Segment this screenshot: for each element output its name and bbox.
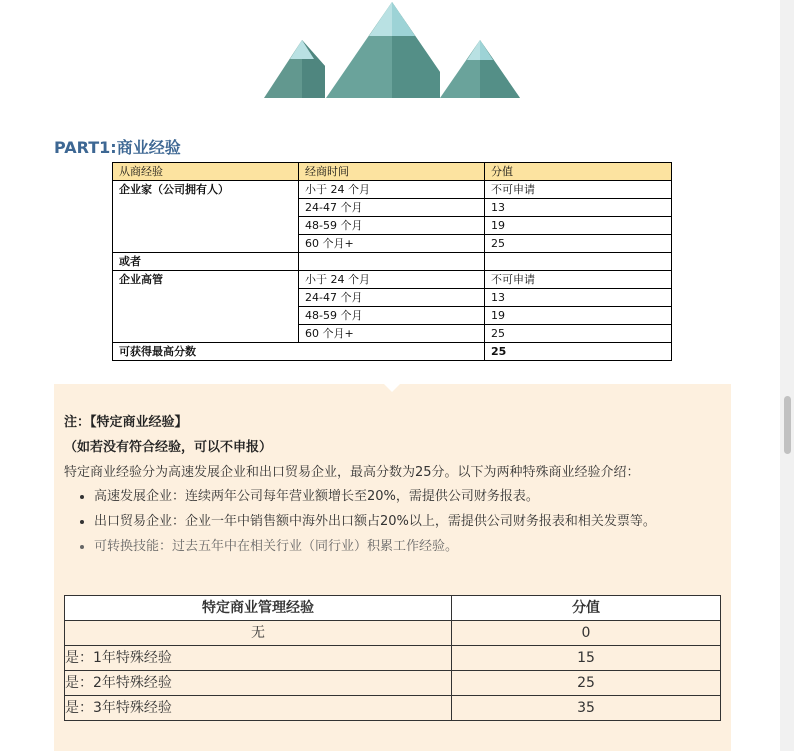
mgmt-score-cell: 25 bbox=[452, 671, 721, 696]
score-cell: 25 bbox=[485, 325, 672, 343]
score-cell: 不可申请 bbox=[485, 181, 672, 199]
time-cell: 60 个月+ bbox=[299, 235, 485, 253]
mgmt-experience-table bbox=[64, 595, 721, 721]
header-cell: 从商经验 bbox=[113, 163, 299, 181]
mgmt-label-cell: 是：3年特殊经验 bbox=[65, 696, 452, 721]
time-cell: 24-47 个月 bbox=[299, 199, 485, 217]
mgmt-label-cell: 无 bbox=[65, 621, 452, 646]
time-cell: 24-47 个月 bbox=[299, 289, 485, 307]
score-cell: 25 bbox=[485, 235, 672, 253]
note-bullet-list bbox=[78, 484, 734, 559]
table-row bbox=[113, 253, 672, 271]
mgmt-score-cell: 15 bbox=[452, 646, 721, 671]
header-cell: 经商时间 bbox=[299, 163, 485, 181]
header-cell: 分值 bbox=[485, 163, 672, 181]
note-subtitle: （如若没有符合经验，可以不申报） bbox=[64, 440, 273, 455]
time-cell: 小于 24 个月 bbox=[299, 271, 485, 289]
score-cell: 19 bbox=[485, 217, 672, 235]
table-row bbox=[65, 696, 721, 721]
note-title: 注：【特定商业经验】 bbox=[64, 415, 188, 430]
score-cell: 13 bbox=[485, 289, 672, 307]
max-score-label: 可获得最高分数 bbox=[113, 343, 485, 361]
list-item: • 高速发展企业：连续两年公司每年营业额增长至20%，需提供公司财务报表。 bbox=[94, 484, 734, 509]
note-intro: 特定商业经验分为高速发展企业和出口贸易企业，最高分数为25分。以下为两种特殊商业经验介绍： bbox=[64, 465, 640, 480]
note-box-notch bbox=[384, 384, 400, 392]
mgmt-score-cell: 35 bbox=[452, 696, 721, 721]
mgmt-label-cell: 是：1年特殊经验 bbox=[65, 646, 452, 671]
header-cell: 分值 bbox=[452, 596, 721, 621]
time-cell: 48-59 个月 bbox=[299, 217, 485, 235]
score-cell: 19 bbox=[485, 307, 672, 325]
or-label: 或者 bbox=[113, 253, 299, 271]
mountain-illustration bbox=[262, 0, 524, 100]
mgmt-score-cell: 0 bbox=[452, 621, 721, 646]
table-row bbox=[65, 646, 721, 671]
table-header-row bbox=[113, 163, 672, 181]
table-row bbox=[65, 621, 721, 646]
max-score-value: 25 bbox=[485, 343, 672, 361]
table-row bbox=[65, 671, 721, 696]
header-cell: 特定商业管理经验 bbox=[65, 596, 452, 621]
time-cell: 小于 24 个月 bbox=[299, 181, 485, 199]
table-header-row bbox=[65, 596, 721, 621]
score-cell: 不可申请 bbox=[485, 271, 672, 289]
experience-table bbox=[112, 162, 672, 361]
empty-cell bbox=[299, 253, 485, 271]
list-item: • 出口贸易企业：企业一年中销售额中海外出口额占20%以上，需提供公司财务报表和相关发票等。 bbox=[94, 509, 734, 534]
entrepreneur-label: 企业家（公司拥有人） bbox=[113, 181, 299, 253]
table-row bbox=[113, 181, 672, 199]
table-row bbox=[113, 343, 672, 361]
time-cell: 60 个月+ bbox=[299, 325, 485, 343]
scrollbar-thumb[interactable] bbox=[784, 396, 791, 454]
empty-cell bbox=[485, 253, 672, 271]
scrollbar-track[interactable] bbox=[780, 0, 794, 751]
time-cell: 48-59 个月 bbox=[299, 307, 485, 325]
mgmt-label-cell: 是：2年特殊经验 bbox=[65, 671, 452, 696]
executive-label: 企业高管 bbox=[113, 271, 299, 343]
score-cell: 13 bbox=[485, 199, 672, 217]
table-row bbox=[113, 271, 672, 289]
part-title: PART1:商业经验 bbox=[54, 138, 181, 157]
list-item: • 可转换技能：过去五年中在相关行业（同行业）积累工作经验。 bbox=[94, 534, 734, 559]
